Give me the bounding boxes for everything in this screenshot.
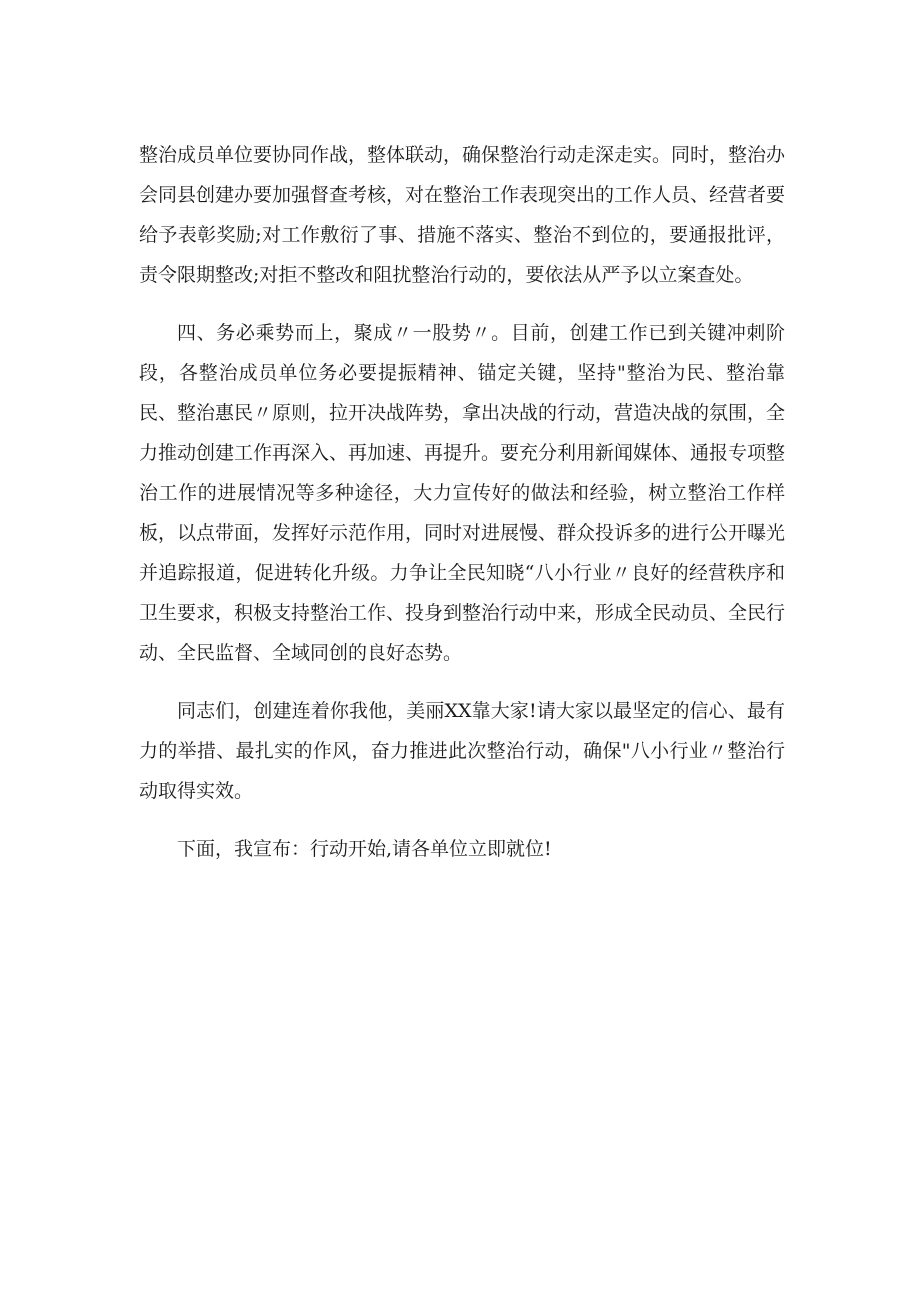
paragraph-rectification-coordination: 整治成员单位要协同作战，整体联动，确保整治行动走深走实。同时，整治办会同县创建办要加强督查考核，对在整治工作表现突出的工作人员、经营者要给予表彰奖励;对工作敷衍了事、措施不落实、整治不到位的，要通报批评，责令限期整改;对拒不整改和阻扰整治行动的，要依法从严予以立案查处。 <box>139 144 786 286</box>
paragraph-announcement: 下面，我宣布：行动开始,请各单位立即就位! <box>177 838 552 860</box>
paragraph-momentum: 四、务必乘势而上，聚成〃一股势〃。目前，创建工作已到关键冲刺阶段，各整治成员单位务必要提振精神、锚定关键，坚持"整治为民、整治靠民、整治惠民〃原则，拉开决战阵势，拿出决战的行动，营造决战的氛围，全力推动创建工作再深入、再加速、再提升。要充分利用新闻媒体、通报专项整治工作的进展情况等多种途径，大力宣传好的做法和经验，树立整治工作样板，以点带面，发挥好示范作用，同时对进展慢、群众投诉多的进行公开曝光并追踪报道，促进转化升级。力争让全民知晓“八小行业〃良好的经营秩序和卫生要求，积极支持整治工作、投身到整治行动中来，形成全民动员、全民行动、全民监督、全域同创的良好态势。 <box>139 322 786 664</box>
paragraph-comrades-appeal: 同志们，创建连着你我他，美丽XX靠大家!请大家以最坚定的信心、最有力的举措、最扎实的作风，奋力推进此次整治行动，确保"八小行业〃整治行动取得实效。 <box>139 700 785 802</box>
document-body <box>139 135 785 869</box>
